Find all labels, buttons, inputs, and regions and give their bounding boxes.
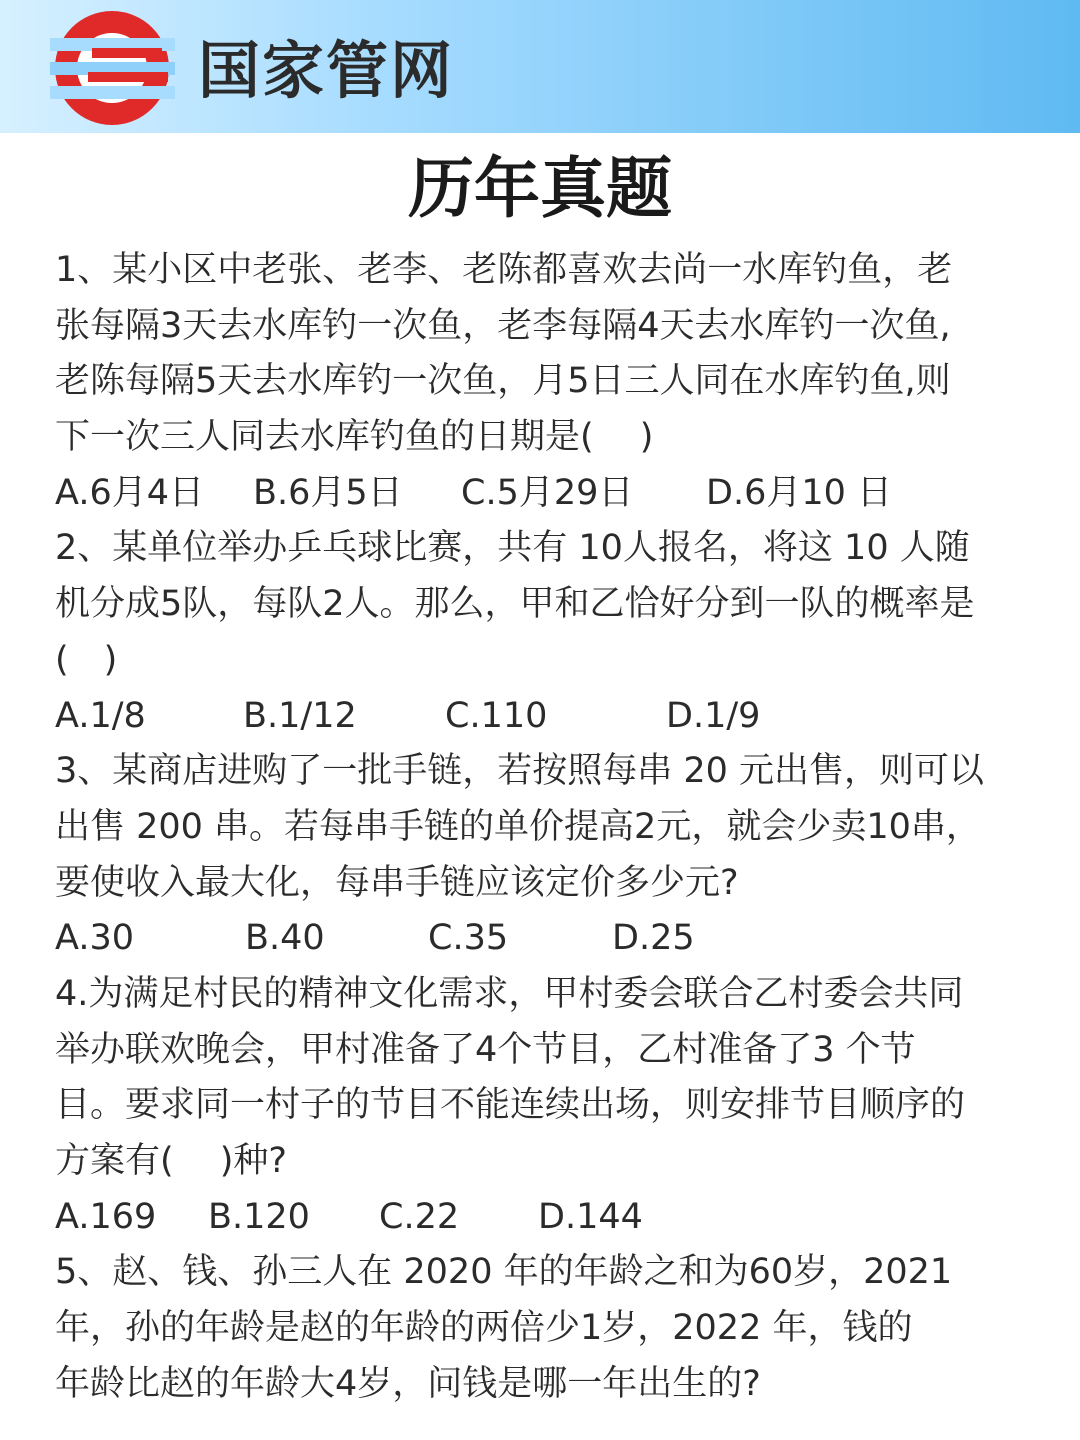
option-c: C.5月29日 [461,472,634,513]
question-1 [55,243,1045,521]
question-line: 年龄比赵的年龄大4岁，问钱是哪一年出生的? [55,1363,761,1404]
option-b: B.6月5日 [253,472,403,513]
brand-name: 国家管网 [198,34,455,107]
option-c: C.22 [379,1196,460,1237]
option-b: B.120 [208,1196,310,1237]
question-5 [55,1245,1045,1412]
question-line: 目。要求同一村子的节目不能连续出场，则安排节目顺序的 [55,1085,966,1126]
option-d: D.144 [538,1196,643,1237]
question-line: 要使收入最大化，每串手链应该定价多少元? [55,862,739,903]
question-line: 方案有( )种? [55,1141,288,1181]
option-a: A.30 [55,918,134,959]
option-b: B.40 [245,918,325,959]
question-line: 张每隔3天去水库钓一次鱼，老李每隔4天去水库钓一次鱼, [55,305,951,346]
question-line: 出售 200 串。若每串手链的单价提高2元，就会少卖10串， [55,806,981,847]
pipeline-logo-icon [50,8,175,128]
option-a: A.169 [55,1196,157,1237]
option-a: A.6月4日 [55,472,204,513]
question-line: ( ) [55,639,118,680]
question-line: 5、赵、钱、孙三人在 2020 年的年龄之和为60岁，2021 [55,1252,953,1293]
option-a: A.1/8 [55,695,146,736]
options-row [55,466,1045,522]
page-title: 历年真题 [408,149,672,227]
question-line: 4.为满足村民的精神文化需求，甲村委会联合乙村委会共同 [55,973,964,1014]
question-line: 老陈每隔5天去水库钓一次鱼，月5日三人同在水库钓鱼,则 [55,361,951,402]
question-line: 下一次三人同去水库钓鱼的日期是( ) [55,417,654,458]
option-d: D.6月10 日 [706,472,893,513]
header-banner [0,0,1080,133]
question-line: 1、某小区中老张、老李、老陈都喜欢去尚一水库钓鱼，老 [55,250,953,290]
options-row [55,689,1045,745]
question-line: 年，孙的年龄是赵的年龄的两倍少1岁，2022 年，钱的 [55,1308,913,1349]
question-4 [55,967,1045,1245]
questions-list [55,243,1045,1412]
option-d: D.1/9 [666,695,761,736]
option-b: B.1/12 [243,695,357,736]
options-row [55,911,1045,967]
options-row [55,1190,1045,1246]
question-3 [55,744,1045,967]
option-c: C.110 [445,695,548,736]
question-line: 举办联欢晚会，甲村准备了4个节目，乙村准备了3 个节 [55,1029,916,1070]
question-2 [55,521,1045,744]
question-line: 3、某商店进购了一批手链，若按照每串 20 元出售，则可以 [55,751,985,792]
question-line: 机分成5队，每队2人。那么，甲和乙恰好分到一队的概率是 [55,584,975,625]
option-c: C.35 [428,918,509,959]
option-d: D.25 [612,918,695,959]
question-line: 2、某单位举办乒乓球比赛，共有 10人报名，将这 10 人随 [55,528,970,569]
